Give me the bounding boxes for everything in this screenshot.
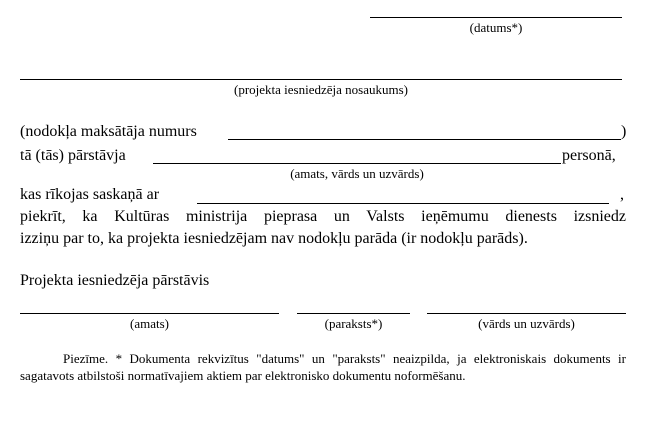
name-line[interactable] [427, 313, 626, 314]
date-line[interactable] [370, 17, 622, 18]
acting-suffix: , [620, 186, 624, 203]
representative-label: tā (tās) pārstāvja [20, 147, 126, 164]
body-line-2: izziņu par to, ka projekta iesniedzējam nav nodokļu parāda (ir nodokļu parāds). [20, 230, 528, 247]
representative-caption: (amats, vārds un uzvārds) [290, 166, 424, 181]
signature-heading: Projekta iesniedzēja pārstāvis [20, 272, 210, 289]
name-caption: (vārds un uzvārds) [478, 316, 575, 331]
footnote: Piezīme. * Dokumenta rekvizītus "datums" un "paraksts" neaizpilda, ja elektroniskais dokuments ir sagatavots atbilstoši normatīvajiem aktiem par elektronisko dokumentu noformēšanu. [20, 351, 626, 383]
acting-label: kas rīkojas saskaņā ar [20, 186, 160, 203]
taxpayer-close-paren: ) [621, 123, 627, 140]
signature-line[interactable] [297, 313, 410, 314]
acting-basis-line[interactable] [197, 203, 609, 204]
position-line[interactable] [20, 313, 279, 314]
date-caption: (datums*) [469, 20, 523, 35]
representative-suffix: personā, [562, 147, 616, 164]
taxpayer-label: (nodokļa maksātāja numurs [20, 123, 197, 140]
signature-caption: (paraksts*) [324, 316, 383, 331]
taxpayer-number-line[interactable] [228, 139, 621, 140]
applicant-name-caption: (projekta iesniedzēja nosaukums) [234, 82, 408, 97]
body-line-1: piekrīt, ka Kultūras ministrija pieprasa un Valsts ieņēmumu dienests izsniedz [20, 208, 626, 225]
applicant-name-line[interactable] [20, 79, 622, 80]
representative-line[interactable] [153, 163, 561, 164]
position-caption: (amats) [130, 316, 169, 331]
